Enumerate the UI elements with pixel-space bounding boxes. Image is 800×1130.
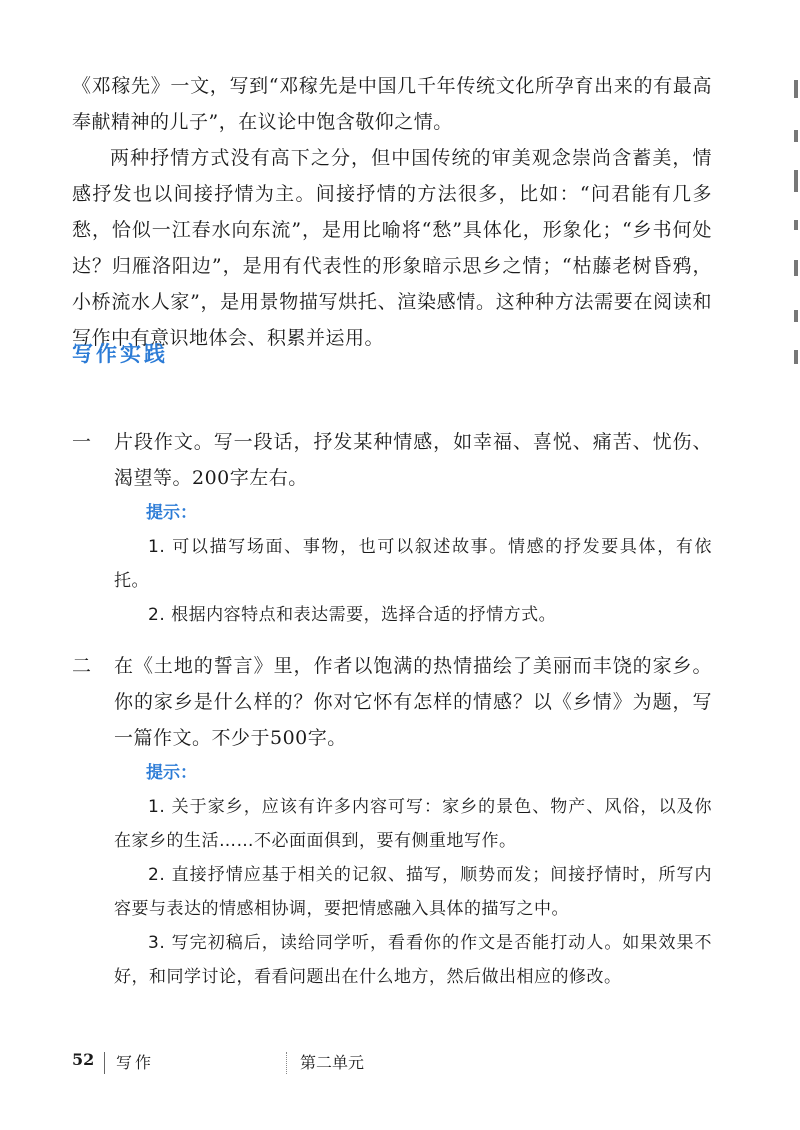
intro-paragraph-1: 《邓稼先》一文，写到“邓稼先是中国几千年传统文化所孕育出来的有最高奉献精神的儿子”，在议论中饱含敬仰之情。 <box>72 75 712 133</box>
edge-mark <box>794 260 798 276</box>
edge-mark <box>794 350 798 364</box>
task-text: 片段作文。写一段话，抒发某种情感，如幸福、喜悦、痛苦、忧伤、渴望等。200字左右。 <box>114 431 712 489</box>
task-2 <box>72 648 712 994</box>
intro-paragraph-2: 两种抒情方式没有高下之分，但中国传统的审美观念崇尚含蓄美，情感抒发也以间接抒情为主。间接抒情的方法很多，比如：“问君能有几多愁，恰似一江春水向东流”，是用比喻将“愁”具体化，形象化；“乡书何处达？归雁洛阳边”，是用有代表性的形象暗示思乡之情；“枯藤老树昏鸦，小桥流水人家”，是用景物描写烘托、渲染感情。这种种方法需要在阅读和写作中有意识地体会、积累并运用。 <box>72 147 712 349</box>
edge-mark <box>794 220 798 230</box>
footer-section-label: 写作 <box>116 1053 155 1072</box>
edge-mark <box>794 130 798 142</box>
edge-mark <box>794 80 798 98</box>
hint-item: 3. 写完初稿后，读给同学听，看看你的作文是否能打动人。如果效果不好，和同学讨论，看看问题出在什么地方，然后做出相应的修改。 <box>114 933 712 987</box>
hint-item: 1. 可以描写场面、事物，也可以叙述故事。情感的抒发要具体，有依托。 <box>114 537 712 591</box>
footer-divider <box>286 1052 288 1074</box>
task-number: 一 <box>72 431 92 453</box>
hint-item: 2. 直接抒情应基于相关的记叙、描写，顺势而发；间接抒情时，所写内容要与表达的情感相协调，要把情感融入具体的描写之中。 <box>114 865 712 919</box>
page-edge-marks <box>790 60 800 380</box>
page-number: 52 <box>72 1050 95 1069</box>
section-title: 写作实践 <box>72 342 168 366</box>
hint-label: 提示： <box>146 763 197 783</box>
edge-mark <box>794 170 798 192</box>
task-number: 二 <box>72 655 92 677</box>
task-1 <box>72 424 712 632</box>
footer-divider <box>104 1052 105 1074</box>
edge-mark <box>794 310 798 322</box>
footer-unit-label: 第二单元 <box>300 1053 365 1072</box>
hint-item: 2. 根据内容特点和表达需要，选择合适的抒情方式。 <box>148 605 557 625</box>
page-footer <box>72 1050 472 1078</box>
hint-item: 1. 关于家乡，应该有许多内容可写：家乡的景色、物产、风俗，以及你在家乡的生活……不必面面俱到，要有侧重地写作。 <box>114 797 712 851</box>
hint-label: 提示： <box>146 503 197 523</box>
task-text: 在《土地的誓言》里，作者以饱满的热情描绘了美丽而丰饶的家乡。你的家乡是什么样的？你对它怀有怎样的情感？以《乡情》为题，写一篇作文。不少于500字。 <box>114 655 712 749</box>
